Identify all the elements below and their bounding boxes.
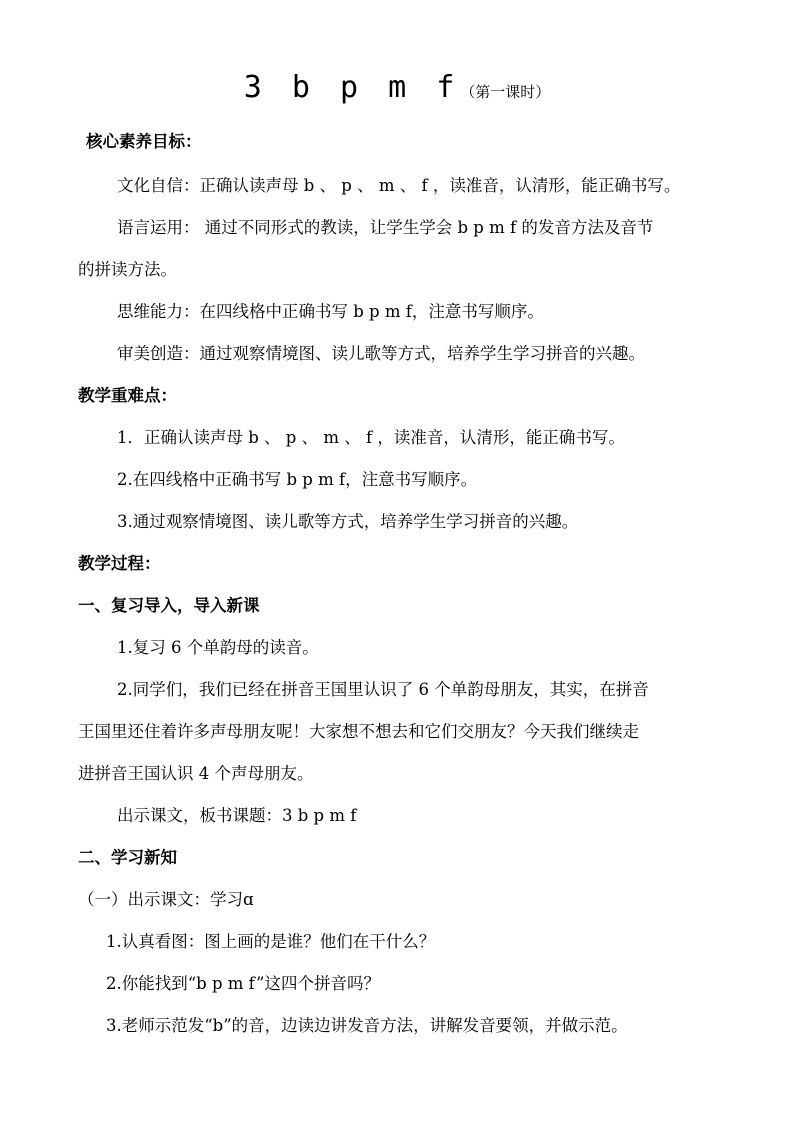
section2-item-3: 3.老师示范发“b”的音，边读边讲发音方法，讲解发音要领，并做示范。 xyxy=(106,1016,628,1035)
key-point-1: 1．正确认读声母 b 、 p 、 m 、 f ，读准音，认清形，能正确书写。 xyxy=(117,428,625,447)
section1-item-3: 出示课文，板书课题：3 b p m f xyxy=(117,806,357,825)
section1-item-1: 1.复习 6 个单韵母的读音。 xyxy=(117,638,319,657)
core-goal-thinking: 思维能力：在四线格中正确书写 b p m f，注意书写顺序。 xyxy=(117,302,544,321)
core-goal-culture: 文化自信：正确认读声母 b 、 p 、 m 、 f ，读准音，认清形，能正确书写。 xyxy=(117,176,681,195)
lesson-title-main: 3 b p m f xyxy=(243,70,461,105)
section2-item-2: 2.你能找到“b p m f”这四个拼音吗？ xyxy=(106,974,380,993)
lesson-title xyxy=(0,70,794,105)
core-goal-language-cont: 的拼读方法。 xyxy=(78,260,177,279)
section1-item-2: 2.同学们，我们已经在拼音王国里认识了 6 个单韵母朋友，其实，在拼音 xyxy=(117,680,649,699)
section1-item-2-cont-b: 进拼音王国认识 4 个声母朋友。 xyxy=(78,764,314,783)
core-goal-language: 语言运用： 通过不同形式的教读，让学生学会 b p m f 的发音方法及音节 xyxy=(117,218,654,237)
section2-sub-heading: （一）出示课文：学习ɑ xyxy=(78,890,254,909)
section1-heading: 一、复习导入，导入新课 xyxy=(78,596,260,615)
section2-heading: 二、学习新知 xyxy=(78,848,177,867)
key-points-heading: 教学重难点： xyxy=(78,386,177,405)
core-goals-heading: 核心素养目标： xyxy=(86,132,202,151)
process-heading: 教学过程： xyxy=(78,554,161,573)
lesson-title-sub: （第一课时） xyxy=(460,83,551,101)
key-point-3: 3.通过观察情境图、读儿歌等方式，培养学生学习拼音的兴趣。 xyxy=(117,512,579,531)
section1-item-2-cont-a: 王国里还住着许多声母朋友呢！大家想不想去和它们交朋友？今天我们继续走 xyxy=(78,722,639,741)
section2-item-1: 1.认真看图：图上画的是谁？他们在干什么？ xyxy=(106,932,436,951)
core-goal-aesthetic: 审美创造：通过观察情境图、读儿歌等方式，培养学生学习拼音的兴趣。 xyxy=(117,344,645,363)
key-point-2: 2.在四线格中正确书写 b p m f，注意书写顺序。 xyxy=(117,470,478,489)
